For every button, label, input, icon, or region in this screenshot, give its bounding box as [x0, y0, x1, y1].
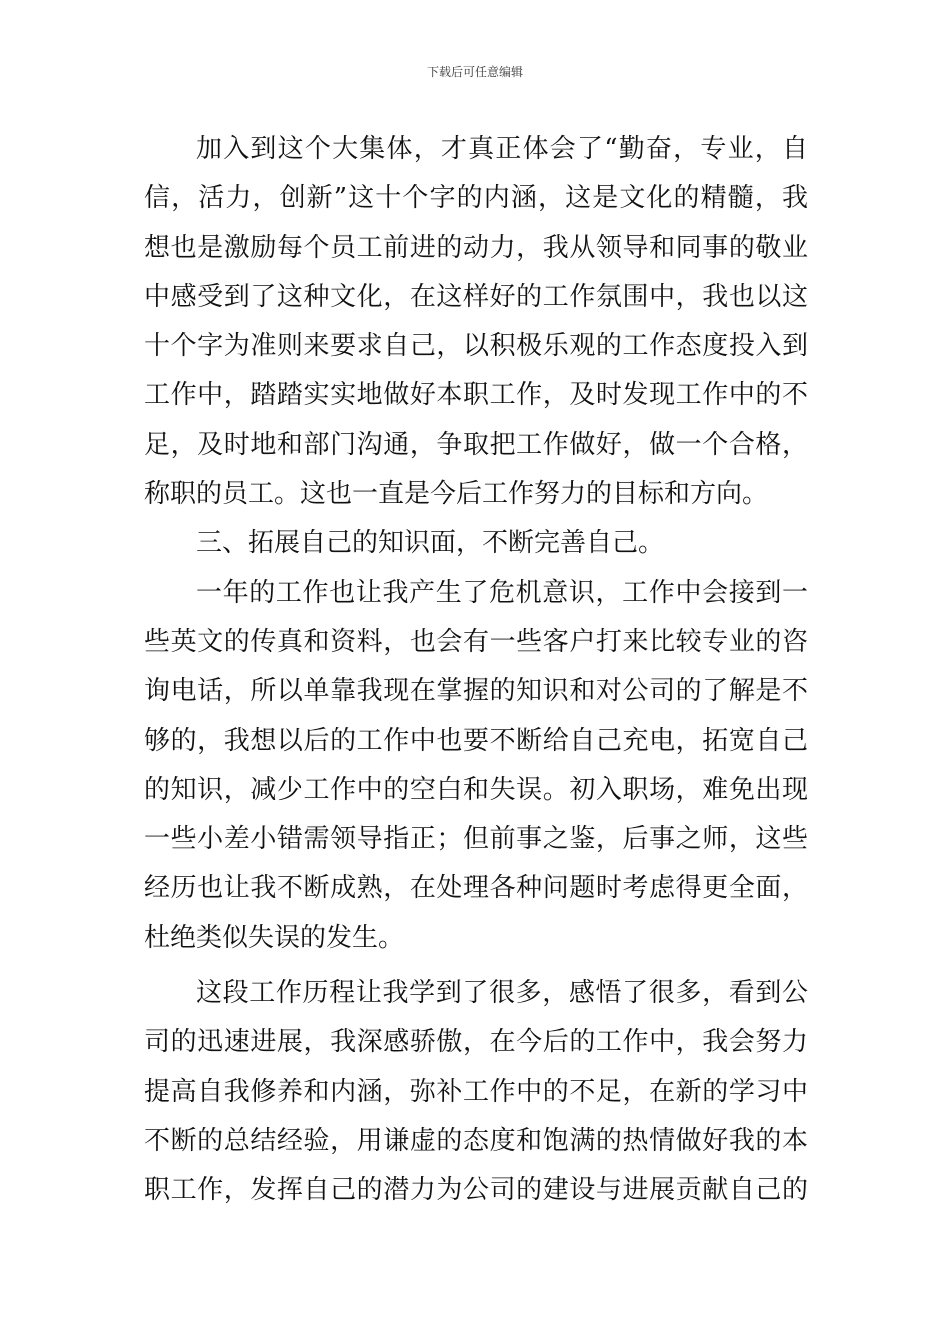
section-heading — [144, 519, 808, 568]
section-heading-text: 三、拓展自己的知识面，不断完善自己。 — [196, 528, 665, 559]
paragraph — [144, 569, 808, 963]
text-line: 杜绝类似失误的发生。 — [144, 922, 405, 953]
text-line: 想也是激励每个员工前进的动力，我从领导和同事的敬业 — [144, 232, 808, 263]
text-line: 一些小差小错需领导指正；但前事之鉴，后事之师，这些 — [144, 824, 808, 855]
text-line: 不断的总结经验，用谦虚的态度和饱满的热情做好我的本 — [144, 1125, 808, 1156]
text-line: 提高自我修养和内涵，弥补工作中的不足，在新的学习中 — [144, 1076, 808, 1107]
text-line: 些英文的传真和资料，也会有一些客户打来比较专业的咨 — [144, 626, 808, 657]
text-line: 职工作，发挥自己的潜力为公司的建设与进展贡献自己的 — [144, 1175, 808, 1206]
text-line: 这段工作历程让我学到了很多，感悟了很多，看到公 — [196, 978, 808, 1009]
text-line: 信，活力，创新”这十个字的内涵，这是文化的精髓，我 — [144, 183, 808, 214]
text-line: 工作中，踏踏实实地做好本职工作，及时发现工作中的不 — [144, 380, 808, 411]
text-line: 司的迅速进展，我深感骄傲，在今后的工作中，我会努力 — [144, 1027, 808, 1058]
text-line: 一年的工作也让我产生了危机意识，工作中会接到一 — [196, 577, 808, 608]
text-line: 询电话，所以单靠我现在掌握的知识和对公司的了解是不 — [144, 676, 808, 707]
page-header: 下载后可任意编辑 — [426, 65, 523, 79]
document-body — [144, 125, 808, 1216]
text-line: 的知识，减少工作中的空白和失误。初入职场，难免出现 — [144, 774, 808, 805]
text-line: 经历也让我不断成熟，在处理各种问题时考虑得更全面， — [144, 873, 808, 904]
paragraph — [144, 969, 808, 1215]
text-line: 足，及时地和部门沟通，争取把工作做好，做一个合格， — [144, 429, 808, 460]
text-line: 十个字为准则来要求自己，以积极乐观的工作态度投入到 — [144, 331, 808, 362]
text-line: 够的，我想以后的工作中也要不断给自己充电，拓宽自己 — [144, 725, 808, 756]
text-line: 中感受到了这种文化，在这样好的工作氛围中，我也以这 — [144, 281, 808, 312]
text-line: 加入到这个大集体，才真正体会了“勤奋，专业，自 — [196, 134, 808, 164]
text-line: 称职的员工。这也一直是今后工作努力的目标和方向。 — [144, 479, 769, 510]
paragraph-continuation — [144, 125, 808, 519]
